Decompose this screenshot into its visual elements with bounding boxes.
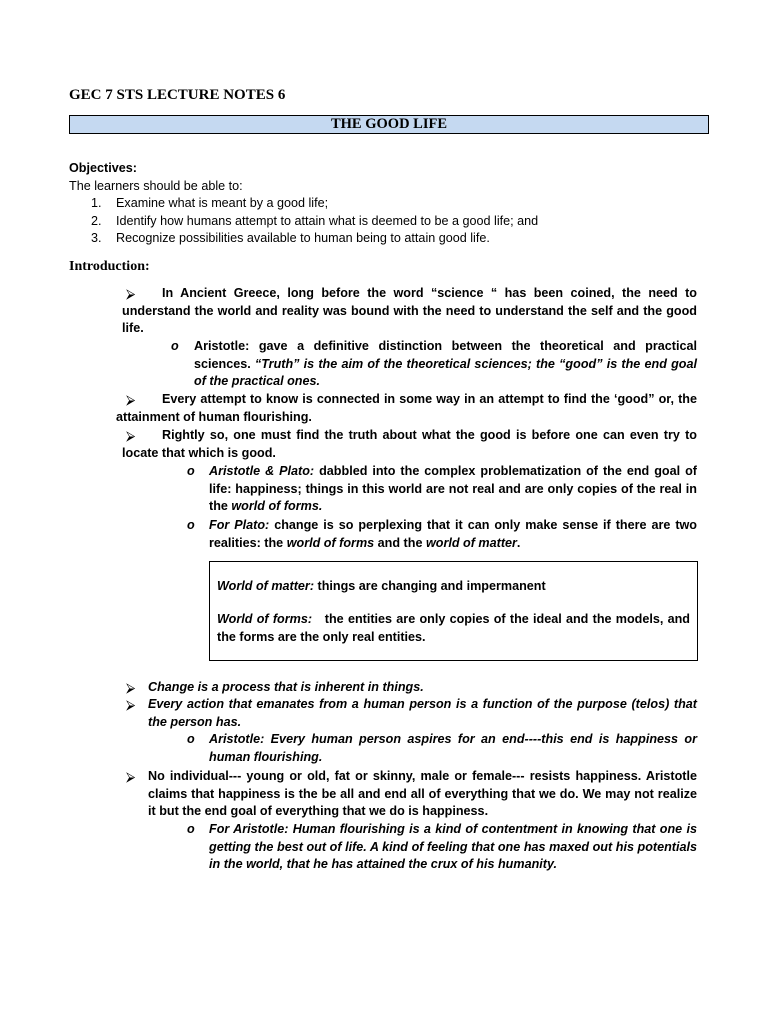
term-world-of-forms: world of forms bbox=[286, 535, 375, 550]
course-title: GEC 7 STS LECTURE NOTES 6 bbox=[69, 87, 286, 103]
objective-number: 3. bbox=[91, 231, 102, 246]
circle-bullet-icon: o bbox=[187, 518, 195, 532]
intro-sub-aristotle-plato bbox=[209, 463, 697, 516]
closing-bullet-3: No individual--- young or old, fat or skinny, male or female--- resists happiness. Aristotle claims that happiness is the be all and end all of everything that we do. We may not realize it but the end goal of everything that we do is happiness. bbox=[148, 769, 697, 819]
circle-bullet-icon: o bbox=[171, 339, 179, 353]
intro-sub-aristotle bbox=[194, 338, 697, 391]
objective-item bbox=[69, 195, 709, 213]
sub-italic-text: world of forms. bbox=[231, 499, 323, 514]
sub-text: dabbled into the complex problematization of the end goal of life: happiness; things in this world are not real and are only copies of the real in the bbox=[209, 464, 697, 514]
arrow-bullet-icon: ⮚ bbox=[126, 392, 136, 407]
definition-term: World of matter: bbox=[217, 579, 315, 593]
arrow-bullet-icon: ⮚ bbox=[126, 769, 136, 784]
sub-label: For Plato: bbox=[209, 518, 270, 532]
sub-text: change is so perplexing that it can only make sense if there are two realities: the bbox=[209, 518, 697, 550]
closing-sub-aristotle: Aristotle: Every human person aspires for an end----this end is happiness or human flourishing. bbox=[209, 732, 697, 764]
definition-forms bbox=[217, 611, 690, 646]
objective-text: Recognize possibilities available to human being to attain good life. bbox=[116, 231, 490, 246]
sub-italic-text: “Truth” is the aim of the theoretical sciences; the “good” is the end goal of the practical ones. bbox=[194, 356, 697, 389]
intro-paragraph-3: Rightly so, one must find the truth about what the good is before one can even try to locate that which is good. bbox=[122, 428, 697, 460]
definition-text: things are changing and impermanent bbox=[317, 579, 546, 593]
sub-text: . bbox=[516, 535, 521, 550]
objectives-heading: Objectives: bbox=[69, 161, 137, 175]
closing-bullet-1: Change is a process that is inherent in things. bbox=[148, 680, 424, 694]
objective-item bbox=[69, 213, 709, 231]
objective-number: 1. bbox=[91, 196, 102, 211]
arrow-bullet-icon: ⮚ bbox=[126, 428, 136, 443]
circle-bullet-icon: o bbox=[187, 822, 195, 836]
arrow-bullet-icon: ⮚ bbox=[126, 697, 136, 712]
definition-text: the entities are only copies of the ideal and the models, and the forms are the only real entities. bbox=[217, 612, 690, 644]
intro-paragraph-2: Every attempt to know is connected in some way in an attempt to find the ‘good” or, the attainment of human flourishing. bbox=[116, 392, 697, 424]
title-banner: THE GOOD LIFE bbox=[69, 115, 709, 134]
objectives-section bbox=[69, 160, 709, 248]
closing-sub-flourishing: For Aristotle: Human flourishing is a kind of contentment in knowing that one is getting the best out of life. A kind of feeling that one has maxed out his potentials in the world, that he has attained the crux of his humanity. bbox=[209, 822, 697, 872]
circle-bullet-icon: o bbox=[187, 732, 195, 746]
term-world-of-matter: world of matter bbox=[425, 535, 517, 550]
circle-bullet-icon: o bbox=[187, 464, 195, 478]
objective-number: 2. bbox=[91, 213, 102, 228]
objective-item bbox=[69, 230, 709, 248]
closing-bullet-2: Every action that emanates from a human person is a function of the purpose (telos) that the person has. bbox=[148, 697, 697, 729]
definition-matter bbox=[217, 578, 690, 596]
definition-term: World of forms: bbox=[217, 612, 313, 626]
sub-text: Aristotle: gave a definitive distinction between the theoretical and practical sciences. bbox=[194, 339, 697, 371]
intro-paragraph-1: In Ancient Greece, long before the word “science “ has been coined, the need to understand the world and reality was bound with the need to understand the self and the good life. bbox=[122, 286, 697, 336]
definitions-box bbox=[209, 561, 698, 661]
arrow-bullet-icon: ⮚ bbox=[126, 286, 136, 301]
intro-sub-plato bbox=[209, 517, 697, 552]
objectives-lead: The learners should be able to: bbox=[69, 178, 243, 193]
sub-text: and the bbox=[377, 535, 423, 550]
introduction-heading: Introduction: bbox=[69, 259, 150, 274]
arrow-bullet-icon: ⮚ bbox=[126, 680, 136, 695]
objective-text: Examine what is meant by a good life; bbox=[116, 196, 329, 211]
sub-label: Aristotle & Plato: bbox=[209, 464, 315, 478]
objective-text: Identify how humans attempt to attain what is deemed to be a good life; and bbox=[116, 213, 539, 228]
